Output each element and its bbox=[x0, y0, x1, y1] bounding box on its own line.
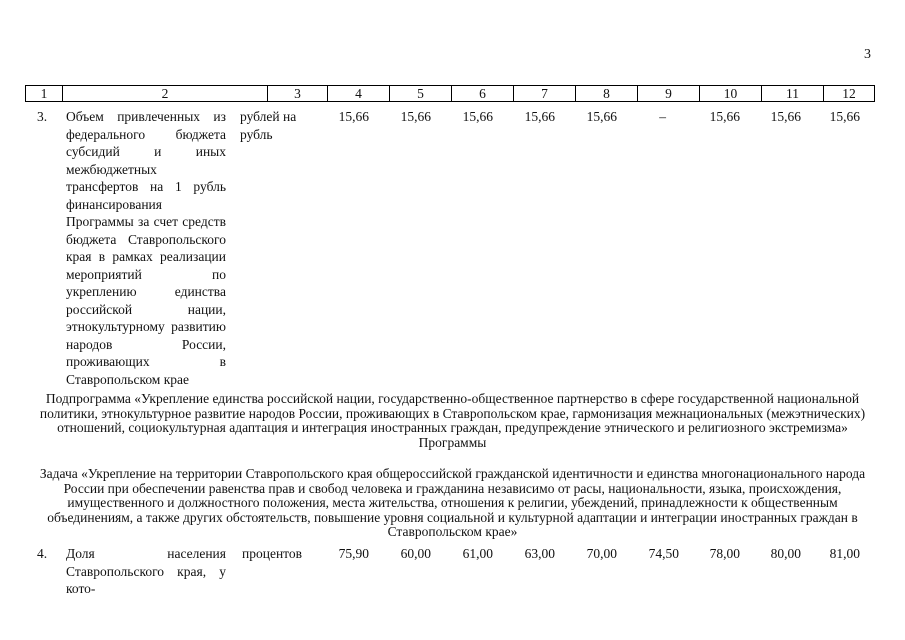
row-value: – bbox=[659, 109, 666, 124]
row-value: 78,00 bbox=[709, 546, 740, 561]
row-value: 75,90 bbox=[338, 546, 369, 561]
row-number: 3. bbox=[37, 109, 48, 124]
header-cell: 7 bbox=[514, 86, 576, 102]
row-value: 15,66 bbox=[400, 109, 431, 124]
row-description: Доля населения Ставропольского края, у кото- bbox=[66, 546, 226, 596]
header-cell: 4 bbox=[328, 86, 390, 102]
row-unit: процентов bbox=[242, 546, 303, 561]
header-cell: 6 bbox=[452, 86, 514, 102]
row-value: 15,66 bbox=[338, 109, 369, 124]
header-table bbox=[25, 85, 875, 102]
header-cell: 2 bbox=[63, 86, 268, 102]
row-description: Объем привлеченных из федерального бюджета субсидий и иных межбюджетных трансфертов на 1 рубль финансирования Программы за счет средств бюджета Ставропольского края в рамках реализации мероприятий по укреплению единства российской нации, этнокультурному развитию народов России, проживающих в Ставропольском крае bbox=[66, 109, 226, 387]
row-unit: рублей на рубль bbox=[240, 109, 297, 142]
row-value: 15,66 bbox=[770, 109, 801, 124]
header-cell: 11 bbox=[762, 86, 824, 102]
row-value: 15,66 bbox=[829, 109, 860, 124]
subprogram-heading: Подпрограмма «Укрепление единства российской нации, государственно-общественное партнерство в сфере государственной национальной политики, этнокультурное развитие народов России, проживающих в Ставропольском крае, гармонизация межнациональных (межэтнических) отношений, социокультурная адаптация и интеграция иностранных граждан, предупреждение этнического и религиозного экстремизма» Программы bbox=[39, 391, 866, 450]
task-heading: Задача «Укрепление на территории Ставропольского края общероссийской гражданской идентичности и единства многонационального народа России при обеспечении равенства прав и свобод человека и гражданина независимо от расы, национальности, языка, происхождения, имущественного и должностного положения, места жительства, отношения к религии, убеждений, принадлежности к общественным объединениям, а также других обстоятельств, повышение уровня социальной и культурной адаптации и интеграции иностранных граждан в Ставропольском крае» bbox=[39, 466, 866, 539]
row-value: 15,66 bbox=[586, 109, 617, 124]
header-cell: 10 bbox=[700, 86, 762, 102]
row-value: 15,66 bbox=[524, 109, 555, 124]
header-cell: 9 bbox=[638, 86, 700, 102]
page-number: 3 bbox=[864, 47, 871, 62]
row-value: 60,00 bbox=[400, 546, 431, 561]
row-value: 63,00 bbox=[524, 546, 555, 561]
row-number: 4. bbox=[37, 546, 48, 561]
header-cell: 1 bbox=[26, 86, 63, 102]
row-value: 15,66 bbox=[462, 109, 493, 124]
row-value: 61,00 bbox=[462, 546, 493, 561]
row-value: 15,66 bbox=[709, 109, 740, 124]
row-value: 81,00 bbox=[829, 546, 860, 561]
header-cell: 12 bbox=[824, 86, 875, 102]
header-row bbox=[26, 86, 875, 102]
header-cell: 8 bbox=[576, 86, 638, 102]
header-cell: 5 bbox=[390, 86, 452, 102]
row-value: 80,00 bbox=[770, 546, 801, 561]
row-value: 70,00 bbox=[586, 546, 617, 561]
header-cell: 3 bbox=[268, 86, 328, 102]
row-value: 74,50 bbox=[648, 546, 679, 561]
